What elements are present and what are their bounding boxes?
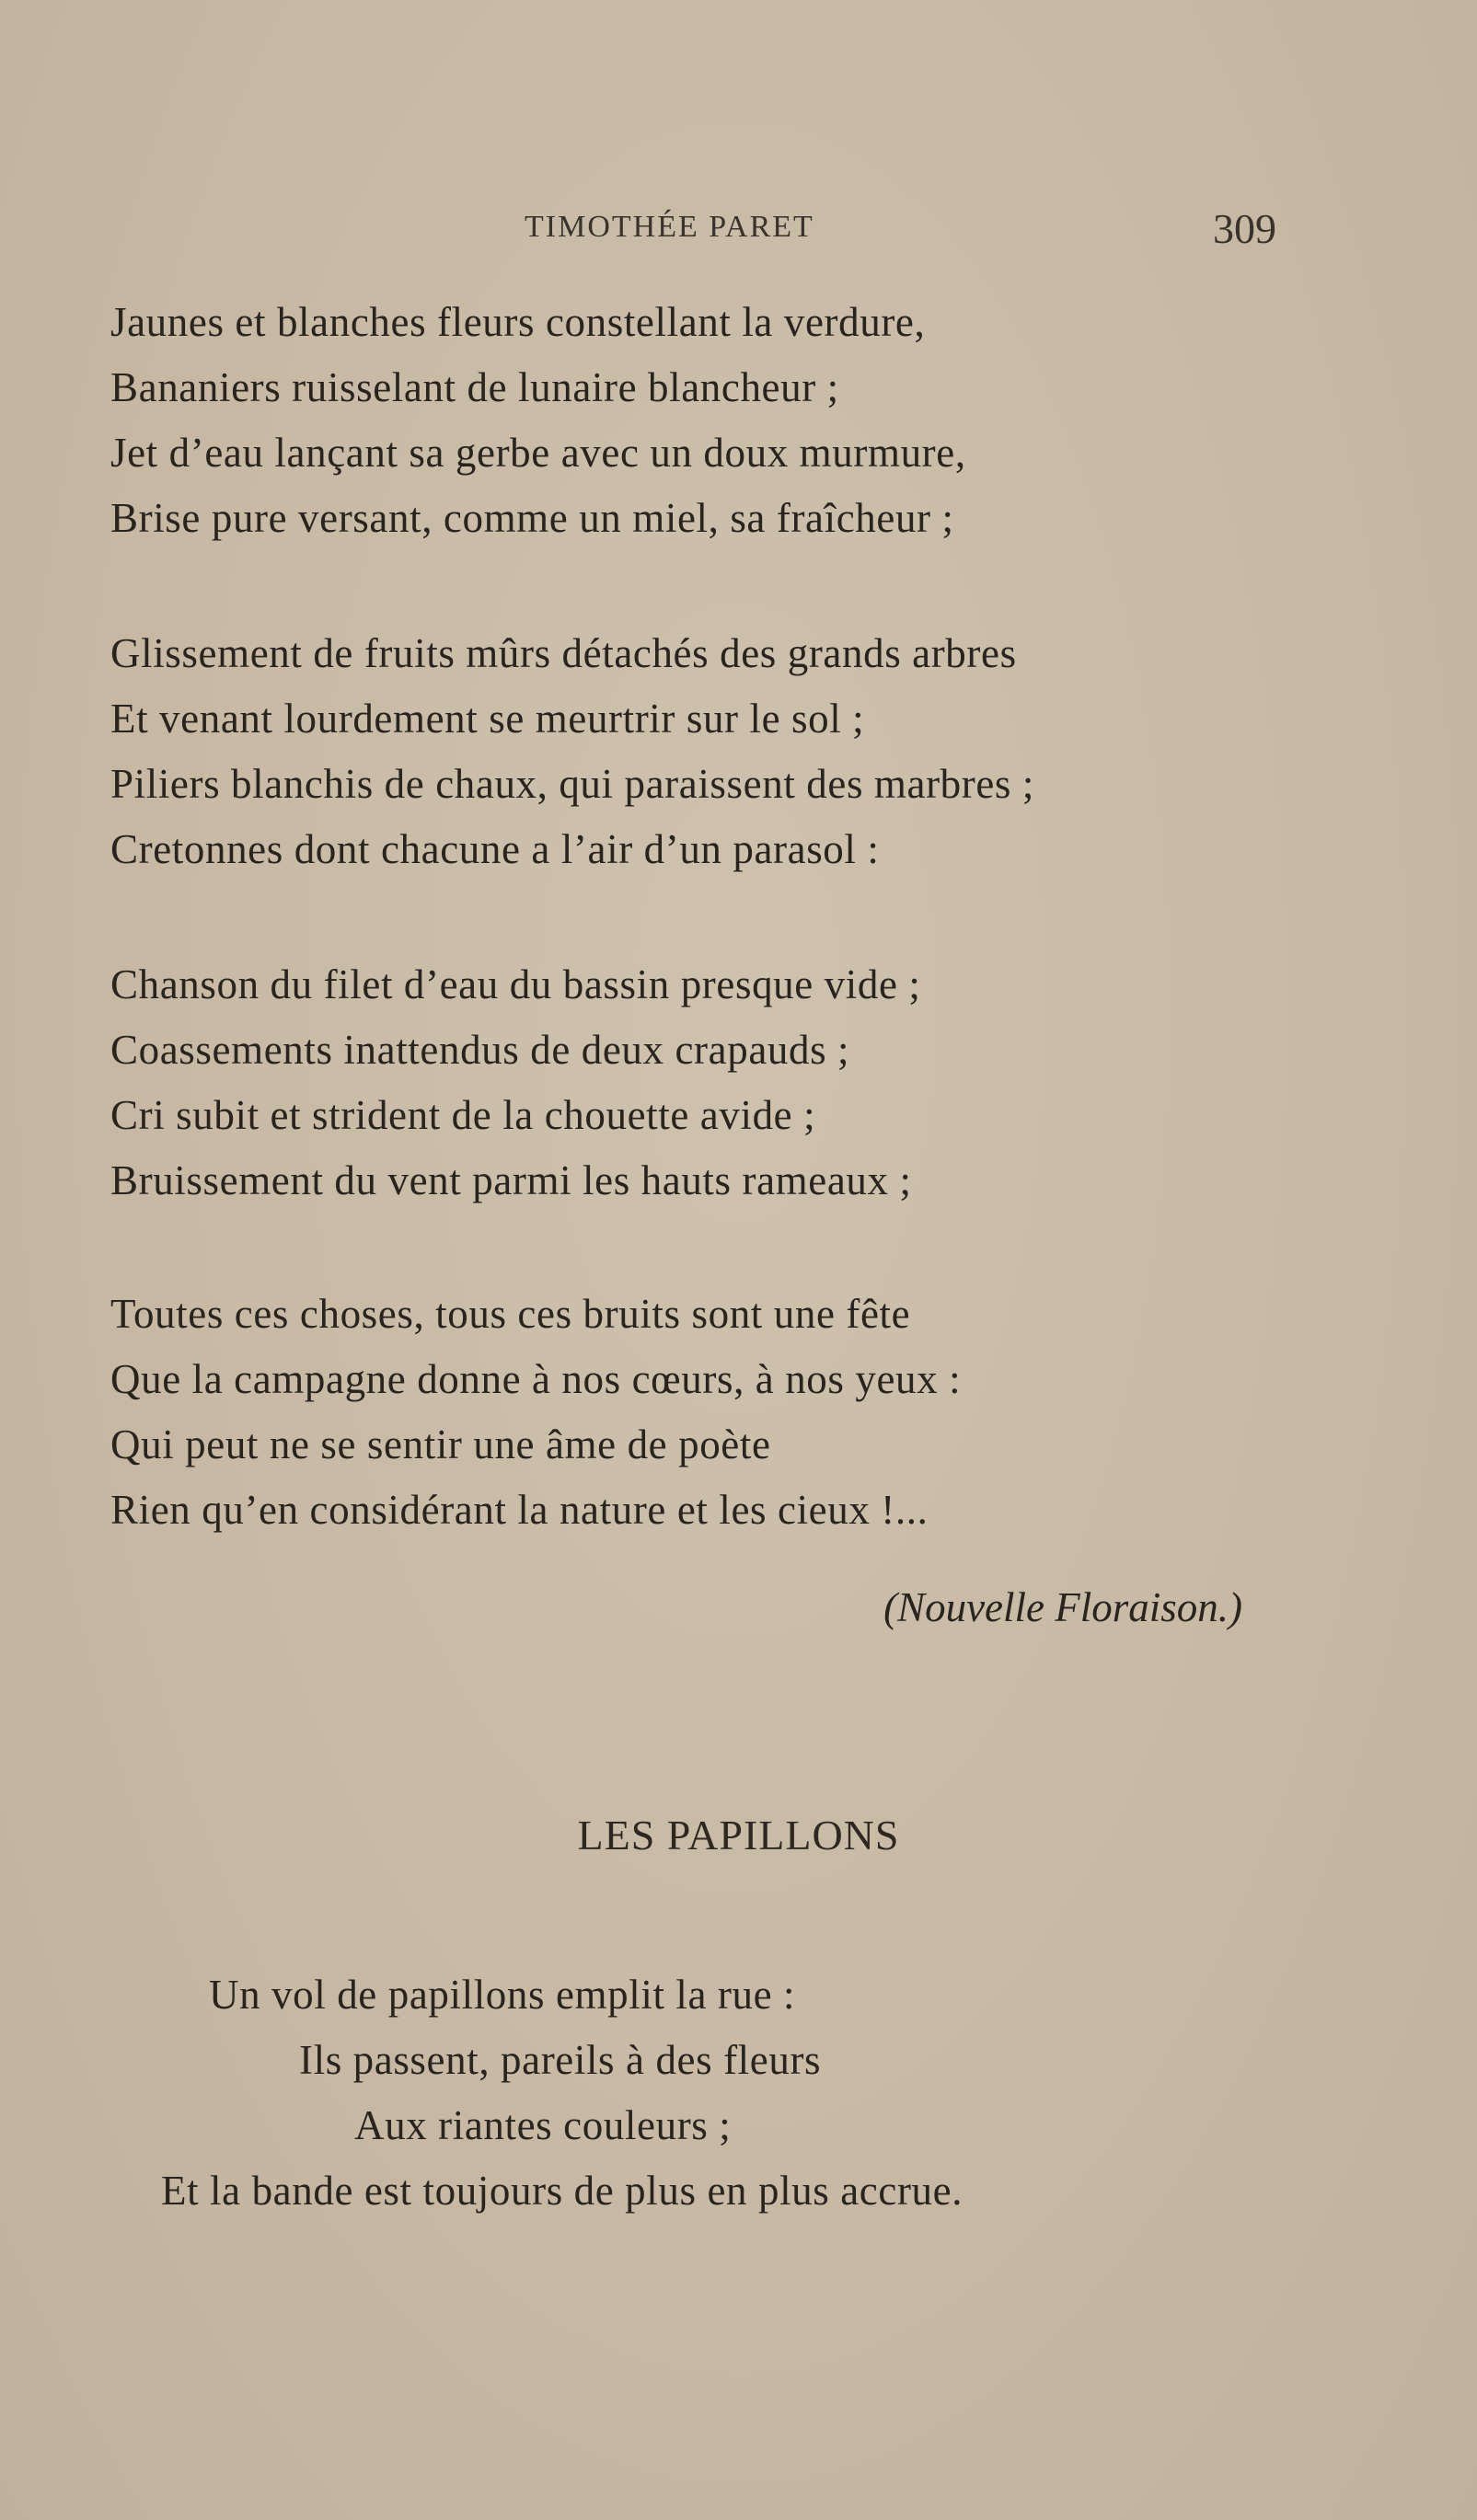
page-number: 309 bbox=[1213, 205, 1276, 252]
verse-line: Jaunes et blanches fleurs constellant la verdure, bbox=[110, 299, 926, 345]
verse-line: Qui peut ne se sentir une âme de poète bbox=[110, 1421, 771, 1467]
poem-title: LES PAPILLONS bbox=[577, 1812, 900, 1858]
verse-line: Et venant lourdement se meurtrir sur le sol ; bbox=[110, 696, 865, 742]
verse-line: Ils passent, pareils à des fleurs bbox=[299, 2037, 822, 2083]
verse-line: Cretonnes dont chacune a l’air d’un parasol : bbox=[110, 826, 880, 872]
verse-line: Coassements inattendus de deux crapauds ; bbox=[110, 1027, 850, 1073]
stanza-3 bbox=[110, 952, 1307, 1214]
stanza-2 bbox=[110, 621, 1307, 882]
running-title: TIMOTHÉE PARET bbox=[525, 210, 814, 244]
verse-line: Aux riantes couleurs ; bbox=[354, 2102, 732, 2148]
verse-line: Brise pure versant, comme un miel, sa fraîcheur ; bbox=[110, 495, 954, 541]
stanza-1 bbox=[110, 290, 1307, 551]
verse-line: Et la bande est toujours de plus en plus accrue. bbox=[161, 2168, 964, 2214]
verse-line: Glissement de fruits mûrs détachés des grands arbres bbox=[110, 630, 1017, 676]
verse-line: Un vol de papillons emplit la rue : bbox=[209, 1972, 796, 2018]
verse-line: Bruissement du vent parmi les hauts rameaux ; bbox=[110, 1157, 912, 1203]
page-header bbox=[0, 204, 1477, 259]
verse-line: Toutes ces choses, tous ces bruits sont une fête bbox=[110, 1291, 911, 1337]
verse-line: Cri subit et strident de la chouette avide ; bbox=[110, 1092, 816, 1138]
verse-line: Jet d’eau lançant sa gerbe avec un doux murmure, bbox=[110, 430, 966, 476]
source-citation: (Nouvelle Floraison.) bbox=[883, 1584, 1242, 1630]
verse-line: Chanson du filet d’eau du bassin presque vide ; bbox=[110, 961, 921, 1007]
verse-line: Que la campagne donne à nos cœurs, à nos yeux : bbox=[110, 1356, 962, 1402]
verse-line: Rien qu’en considérant la nature et les cieux !... bbox=[110, 1487, 929, 1533]
verse-line: Piliers blanchis de chaux, qui paraissent des marbres ; bbox=[110, 761, 1034, 807]
stanza-4 bbox=[110, 1282, 1307, 1543]
stanza-papillons bbox=[161, 1962, 1357, 2224]
verse-line: Bananiers ruisselant de lunaire blancheur ; bbox=[110, 364, 839, 410]
